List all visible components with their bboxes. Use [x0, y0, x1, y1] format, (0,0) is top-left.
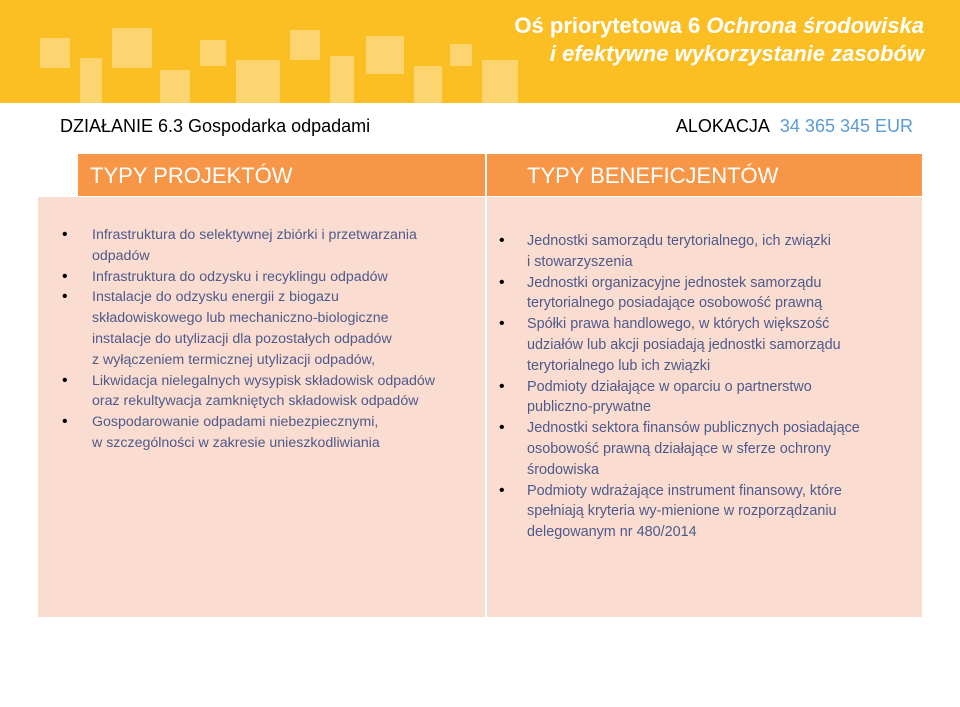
beneficiary-types-heading	[487, 154, 922, 196]
beneficiary-types-item	[527, 418, 908, 480]
beneficiary-types-item-line: • Spółki prawa handlowego, w których większość	[527, 316, 830, 333]
beneficiary-types-item	[527, 314, 908, 376]
beneficiary-types-item-line: • Podmioty wdrażające instrument finansowy, które	[527, 482, 842, 499]
allocation-label: ALOKACJA	[675, 116, 770, 136]
project-types-item-line: • Gospodarowanie odpadami niebezpiecznymi,	[92, 414, 379, 431]
beneficiary-types-item-line: • Podmioty działające w oparciu o partnerstwo	[527, 378, 812, 395]
project-types-item-line: składowiskowego lub mechaniczno-biologiczne	[92, 310, 389, 327]
decorative-square	[40, 38, 70, 68]
project-types-item	[92, 412, 471, 454]
project-types-item-line: instalacje do utylizacji dla pozostałych odpadów	[92, 330, 392, 347]
column-divider	[485, 154, 487, 617]
beneficiary-types-item-line: • Jednostki organizacyjne jednostek samorządu	[527, 274, 822, 291]
beneficiary-types-item-line: osobowość prawną działające w sferze ochrony	[527, 440, 831, 457]
banner-title	[514, 12, 924, 68]
beneficiary-types-item-line: udziałów lub akcji posiadają jednostki samorządu	[527, 336, 841, 353]
action-title: DZIAŁANIE 6.3 Gospodarka odpadami	[60, 116, 371, 136]
beneficiary-types-item-line: delegowanym nr 480/2014	[527, 524, 697, 541]
project-types-heading-text: TYPY PROJEKTÓW	[90, 163, 293, 188]
decorative-square	[450, 44, 472, 66]
beneficiary-types-item-line: • Jednostki samorządu terytorialnego, ich związki	[527, 233, 831, 249]
beneficiary-types-item	[527, 231, 908, 273]
decorative-square	[482, 60, 518, 103]
banner-title-line1: Oś priorytetowa 6 Ochrona środowiska	[514, 13, 924, 38]
banner-title-line2: i efektywne wykorzystanie zasobów	[549, 41, 924, 66]
project-types-heading	[78, 154, 485, 196]
project-types-item-line: • Infrastruktura do selektywnej zbiórki i przetwarzania	[92, 227, 417, 243]
project-types-item	[92, 267, 471, 288]
project-types-list	[92, 225, 471, 454]
decorative-square	[160, 70, 190, 103]
project-types-item-line: z wyłączeniem termicznej utylizacji odpadów,	[92, 351, 376, 368]
allocation	[676, 116, 913, 137]
project-types-item-line: • Likwidacja nielegalnych wysypisk składowisk odpadów	[92, 372, 436, 389]
beneficiary-types-list	[527, 231, 908, 543]
decorative-square	[80, 58, 102, 103]
beneficiary-types-item-line: i stowarzyszenia	[527, 253, 633, 270]
beneficiary-types-item	[527, 377, 908, 419]
decorative-square	[366, 36, 404, 74]
project-types-item	[92, 287, 471, 370]
project-types-item-line: • Instalacje do odzysku energii z biogazu	[92, 289, 339, 306]
beneficiary-types-item-line: • Jednostki sektora finansów publicznych posiadające	[527, 420, 860, 437]
header-banner	[0, 0, 960, 103]
beneficiary-types-item-line: publiczno-prywatne	[527, 399, 651, 416]
beneficiary-types-item-line: środowiska	[527, 461, 599, 478]
decorative-square	[290, 30, 320, 60]
project-types-item	[92, 225, 471, 267]
project-types-item	[92, 371, 471, 413]
decorative-square	[414, 66, 442, 103]
allocation-amount: 34 365 345 EUR	[779, 116, 913, 136]
decorative-square	[200, 40, 226, 66]
decorative-square	[236, 60, 280, 103]
decorative-square	[112, 28, 152, 68]
beneficiary-types-item	[527, 481, 908, 543]
project-types-panel	[38, 197, 485, 617]
project-types-item-line: oraz rekultywacja zamkniętych składowisk odpadów	[92, 393, 419, 410]
project-types-item-line: • Infrastruktura do odzysku i recyklingu odpadów	[92, 268, 388, 285]
beneficiary-types-item-line: terytorialnego lub ich związki	[527, 357, 711, 374]
beneficiary-types-heading-text: TYPY BENEFICJENTÓW	[527, 163, 779, 188]
project-types-item-line: w szczególności w zakresie unieszkodliwiania	[92, 434, 380, 451]
project-types-item-line: odpadów	[92, 247, 150, 264]
beneficiary-types-item	[527, 273, 908, 315]
decorative-square	[330, 56, 354, 103]
beneficiary-types-panel	[487, 197, 922, 617]
beneficiary-types-item-line: terytorialnego posiadające osobowość prawną	[527, 295, 823, 312]
beneficiary-types-item-line: spełniają kryteria wy-mienione w rozporządzaniu	[527, 503, 837, 520]
